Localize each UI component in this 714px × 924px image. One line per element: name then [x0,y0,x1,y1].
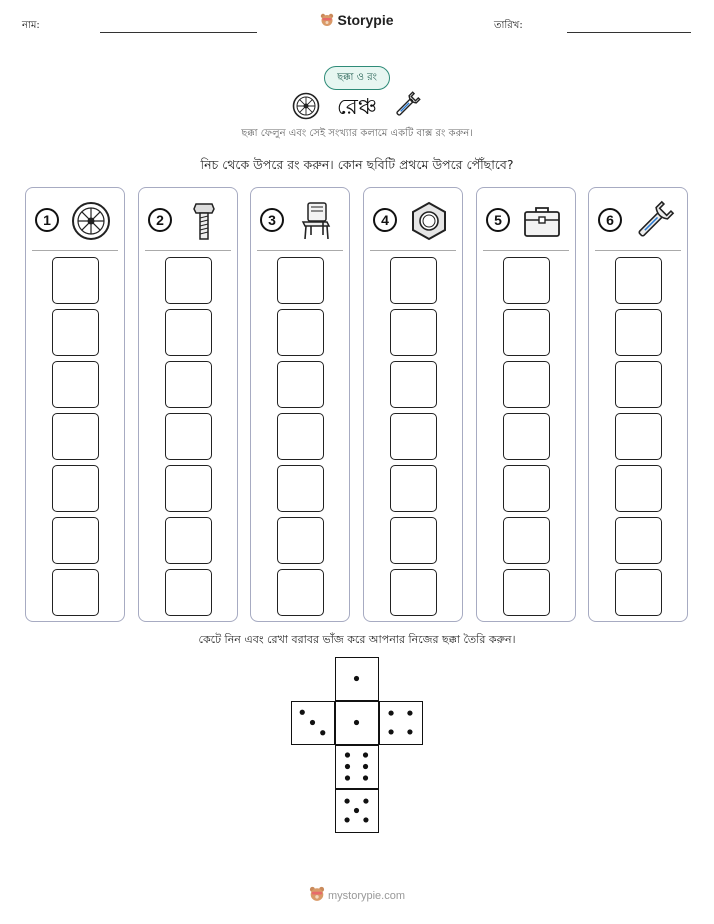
color-box[interactable] [165,257,212,304]
color-box[interactable] [503,413,550,460]
column-number: 2 [148,208,172,232]
dice-pip [388,729,393,734]
dice-pip [345,752,350,757]
color-box[interactable] [277,361,324,408]
column-header [364,196,462,250]
color-box[interactable] [52,257,99,304]
color-box[interactable] [165,465,212,512]
color-box[interactable] [277,569,324,616]
date-line[interactable] [567,32,691,33]
column-number: 6 [598,208,622,232]
color-box[interactable] [390,413,437,460]
column-header [251,196,349,250]
color-box[interactable] [390,569,437,616]
dice-pip [310,720,315,725]
dice-pip [363,764,368,769]
column-divider [483,250,569,251]
column-header [589,196,687,250]
column-header [26,196,124,250]
dice-pip [363,817,368,822]
chair-icon [295,200,337,242]
dice-pip [344,798,349,803]
column-number: 1 [35,208,59,232]
color-box[interactable] [52,413,99,460]
dice-pip [363,775,368,780]
title-wrench-icon [392,90,422,120]
footer [0,886,714,902]
color-box[interactable] [390,361,437,408]
dice-pip [388,710,393,715]
dice-pip [300,710,305,715]
color-box[interactable] [503,361,550,408]
column-6 [588,187,688,622]
color-box[interactable] [503,257,550,304]
bolt-icon [183,200,225,242]
color-box[interactable] [503,465,550,512]
name-line[interactable] [100,32,257,33]
page-title: রেঞ্চ [336,95,378,120]
column-divider [145,250,231,251]
dice-face-1 [335,701,379,745]
color-box[interactable] [52,569,99,616]
footer-bear-icon [309,886,325,902]
dice-pip [345,764,350,769]
dice-pip [320,730,325,735]
column-number: 3 [260,208,284,232]
bear-icon [320,13,334,27]
column-header [139,196,237,250]
wheel-icon [70,200,112,242]
color-box[interactable] [277,465,324,512]
color-box[interactable] [615,569,662,616]
color-box[interactable] [277,517,324,564]
color-box[interactable] [165,413,212,460]
dice-pip [407,729,412,734]
column-2 [138,187,238,622]
column-3 [250,187,350,622]
color-box[interactable] [165,361,212,408]
activity-tag: ছক্কা ও রং [324,66,390,90]
column-divider [370,250,456,251]
color-box[interactable] [615,517,662,564]
column-4 [363,187,463,622]
dice-face-4 [379,701,423,745]
color-box[interactable] [165,569,212,616]
color-box[interactable] [165,309,212,356]
dice-pip [363,752,368,757]
color-box[interactable] [277,257,324,304]
color-box[interactable] [277,309,324,356]
column-divider [257,250,343,251]
dice-pip [407,710,412,715]
cut-instruction: কেটে নিন এবং রেখা বরাবর ভাঁজ করে আপনার নিজের ছক্কা তৈরি করুন। [198,633,516,646]
dice-face-6 [335,745,379,789]
color-box[interactable] [52,465,99,512]
name-label: নাম: [22,20,40,31]
date-label: তারিখ: [494,20,523,31]
color-box[interactable] [52,517,99,564]
color-box[interactable] [52,361,99,408]
dice-pip [363,798,368,803]
color-box[interactable] [615,361,662,408]
color-box[interactable] [615,413,662,460]
color-box[interactable] [390,309,437,356]
nut-icon [408,200,450,242]
color-box[interactable] [503,569,550,616]
column-divider [595,250,681,251]
dice-face-3 [291,701,335,745]
column-5 [476,187,576,622]
column-number: 4 [373,208,397,232]
column-divider [32,250,118,251]
column-header [477,196,575,250]
color-box[interactable] [503,517,550,564]
dice-pip [344,817,349,822]
color-box[interactable] [615,309,662,356]
brand-name: Storypie [337,12,394,28]
subtitle: ছক্কা ফেলুন এবং সেই সংখ্যার কলামে একটি বাক্স রং করুন। [241,128,473,139]
color-box[interactable] [615,257,662,304]
color-box[interactable] [277,413,324,460]
color-box[interactable] [390,517,437,564]
dice-pip [354,676,359,681]
dice-face-5 [335,789,379,833]
brand-logo [0,12,714,28]
instruction: নিচ থেকে উপরে রং করুন। কোন ছবিটি প্রথমে উপরে পৌঁছাবে? [200,157,514,172]
footer-url: mystorypie.com [327,890,406,902]
color-box[interactable] [165,517,212,564]
color-box[interactable] [52,309,99,356]
color-box[interactable] [615,465,662,512]
dice-pip [345,775,350,780]
column-1 [25,187,125,622]
color-box[interactable] [390,257,437,304]
column-number: 5 [486,208,510,232]
dice-pip [354,720,359,725]
toolbox-icon [521,200,563,242]
dice-pip [354,808,359,813]
color-box[interactable] [503,309,550,356]
wrench-icon [633,200,675,242]
color-box[interactable] [390,465,437,512]
dice-face-1 [335,657,379,701]
